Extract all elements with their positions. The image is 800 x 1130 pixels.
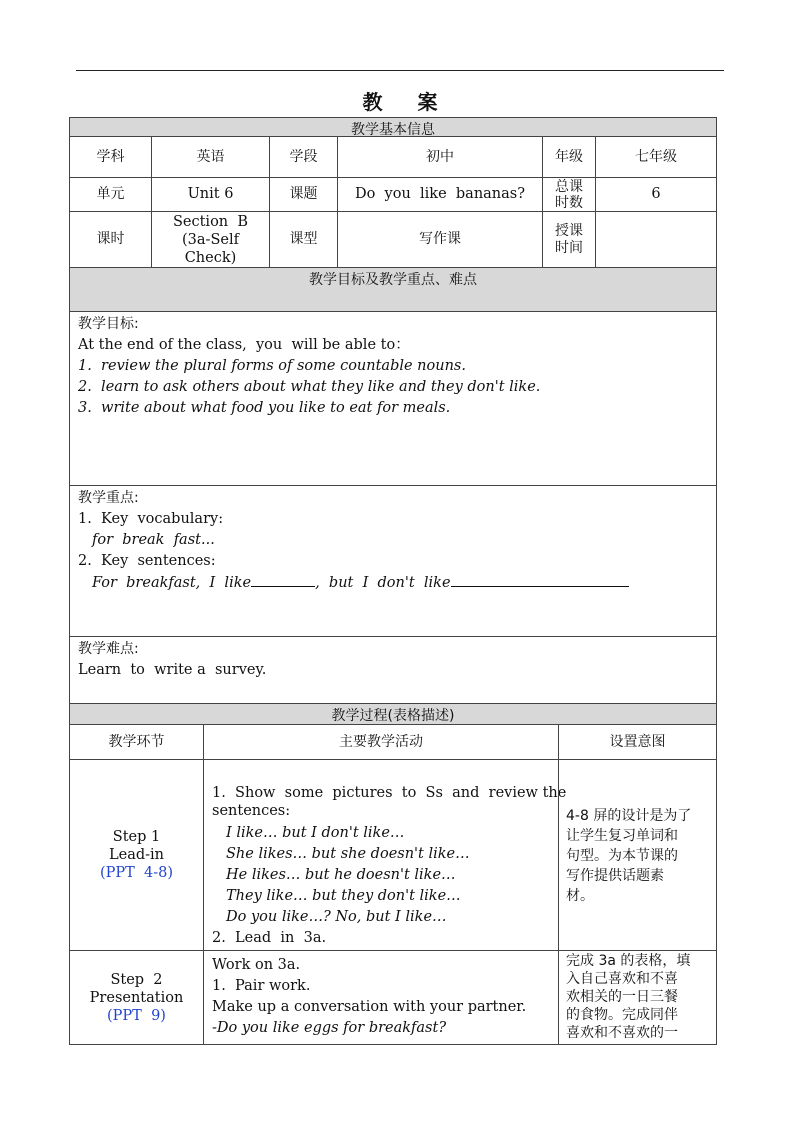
objective-item-3: 3. write about what food you like to eat for meals. [78, 400, 451, 416]
difficulties-label: 教学难点: [78, 641, 139, 657]
step2-activity-4: -Do you like eggs for breakfast? [212, 1020, 447, 1036]
step2-name-cell [69, 950, 204, 1045]
type-label: 课型 [269, 211, 338, 268]
stage-label: 学段 [269, 136, 338, 178]
step1-purpose-line: 写作提供话题素 [566, 868, 664, 884]
blank-line [251, 572, 315, 587]
unit-value: Unit 6 [151, 177, 270, 212]
step2-purpose-line: 的食物。完成同伴 [566, 1007, 678, 1023]
step2-purpose-line: 欢相关的一日三餐 [566, 989, 678, 1005]
grade-label: 年级 [542, 136, 596, 178]
total-hours-value: 6 [595, 177, 717, 212]
difficulties-section [69, 636, 717, 704]
step1-stage: Lead-in [108, 847, 164, 863]
blank-line [451, 572, 629, 587]
step2-activity-3: Make up a conversation with your partner. [212, 999, 527, 1015]
objective-item-1: 1. review the plural forms of some countable nouns. [78, 358, 466, 374]
teach-time-label-line1: 授课 [555, 222, 583, 239]
basic-info-header: 教学基本信息 [69, 117, 717, 137]
teach-time-value [595, 211, 717, 268]
period-value-line2: (3a-Self [182, 231, 239, 248]
key-vocab-item: for break fast... [92, 532, 215, 548]
subject-label: 学科 [69, 136, 152, 178]
step2-purpose-line: 完成 3a 的表格，填 [566, 953, 691, 969]
topic-label: 课题 [269, 177, 338, 212]
key-sentence-part2: , but I don't like [315, 575, 451, 591]
step1-purpose-line: 材。 [566, 888, 594, 904]
step2-purpose-line: 喜欢和不喜欢的一 [566, 1025, 678, 1041]
step2-activity-cell [203, 950, 559, 1045]
col-step-header: 教学环节 [69, 724, 204, 760]
step1-activity-5: He likes… but he doesn't like… [226, 867, 456, 883]
step1-purpose-line: 句型。为本节课的 [566, 848, 678, 864]
objective-item-2: 2. learn to ask others about what they like and they don't like. [78, 379, 541, 395]
stage-value: 初中 [337, 136, 543, 178]
step1-activity-6: They like… but they don't like… [226, 888, 461, 904]
total-hours-label [542, 177, 596, 212]
key-vocab-heading: 1. Key vocabulary: [78, 511, 224, 527]
step1-purpose-line: 4-8 屏的设计是为了 [566, 808, 692, 824]
document-title: 教 案 [362, 90, 452, 114]
objectives-intro: At the end of the class, you will be able to： [78, 337, 410, 353]
period-value [151, 211, 270, 268]
step2-stage: Presentation [89, 990, 184, 1006]
objectives-header: 教学目标及教学重点、难点 [69, 267, 717, 312]
step1-ppt: (PPT 4-8) [99, 865, 174, 881]
step2-purpose-line: 入自己喜欢和不喜 [566, 971, 678, 987]
period-label: 课时 [69, 211, 152, 268]
subject-value: 英语 [151, 136, 270, 178]
step2-activity-2: 1. Pair work. [212, 978, 311, 994]
step1-activity-cell [203, 759, 567, 951]
grade-value: 七年级 [595, 136, 717, 178]
unit-label: 单元 [69, 177, 152, 212]
step1-activity-3: I like… but I don't like… [226, 825, 405, 841]
key-sentence-part1: For breakfast, I like [92, 575, 252, 591]
step2-purpose-cell [558, 950, 717, 1045]
objectives-label: 教学目标: [78, 316, 139, 332]
step1-activity-2: sentences: [212, 803, 291, 819]
type-value: 写作课 [337, 211, 543, 268]
step2-ppt: (PPT 9) [107, 1008, 166, 1024]
step2-activity-1: Work on 3a. [212, 957, 301, 973]
topic-value: Do you like bananas? [337, 177, 543, 212]
step1-name: Step 1 [112, 829, 161, 845]
col-purpose-header: 设置意图 [558, 724, 717, 760]
objectives-section [69, 311, 717, 486]
difficulties-text: Learn to write a survey. [78, 662, 267, 678]
period-value-line1: Section B [172, 213, 249, 230]
total-hours-label-line1: 总课 [555, 178, 583, 195]
step1-activity-7: Do you like…? No, but I like… [226, 909, 447, 925]
teach-time-label-line2: 时间 [555, 239, 583, 256]
key-points-label: 教学重点: [78, 490, 139, 506]
key-sentence-item [78, 572, 716, 594]
step1-activity-1: 1. Show some pictures to Ss and review the [212, 785, 567, 801]
process-header: 教学过程(表格描述) [69, 703, 717, 725]
step1-activity-4: She likes… but she doesn't like… [226, 846, 470, 862]
step1-activity-8: 2. Lead in 3a. [212, 930, 327, 946]
period-value-line3: Check) [184, 249, 237, 266]
step2-name: Step 2 [110, 972, 163, 988]
key-points-section [69, 485, 717, 637]
step1-name-cell [69, 759, 204, 951]
teach-time-label [542, 211, 596, 268]
step1-purpose-cell [558, 759, 717, 951]
key-sentences-heading: 2. Key sentences: [78, 553, 216, 569]
col-activity-header: 主要教学活动 [203, 724, 559, 760]
total-hours-label-line2: 时数 [555, 194, 583, 211]
top-rule [76, 70, 724, 71]
step1-purpose-line: 让学生复习单词和 [566, 828, 678, 844]
